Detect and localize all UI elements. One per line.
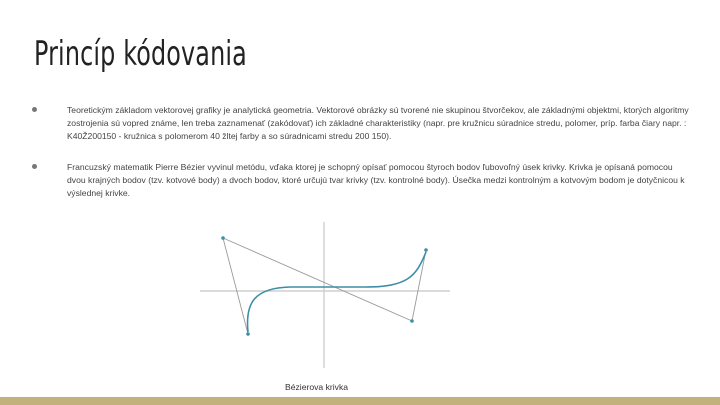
control-point-left [221, 236, 225, 240]
bezier-curve [247, 252, 426, 332]
control-line-left [223, 238, 248, 334]
bottom-accent-bar [0, 397, 720, 405]
control-line-middle [223, 238, 412, 321]
control-point-right [410, 319, 414, 323]
bullet-dot-icon [32, 164, 37, 169]
anchor-point-left [246, 332, 250, 336]
figure-caption: Bézierova krivka [285, 382, 349, 392]
bullet-list [30, 104, 690, 200]
bullet-item [30, 161, 690, 201]
anchor-point-right [424, 248, 428, 252]
bullet-dot-icon [32, 107, 37, 112]
bullet-item [30, 104, 690, 144]
control-line-right [412, 250, 426, 321]
bullet-text: Francuzský matematik Pierre Bézier vyvinul metódu, vďaka ktorej je schopný opísať pomocou štyroch bodov ľubovoľný úsek krivky. Krivka je opísaná pomocou dvou krajných bodov (tzv. kotvové body) a dvoch bodov, ktoré určujú tvar krivky (tzv. kontrolné body). Úsečka medzi kontrolným a kotvovým bodom je dotyčnicou k výslednej krivke. [67, 161, 685, 199]
bezier-curve-figure [195, 220, 455, 370]
slide-title: Princíp kódovania [34, 34, 247, 74]
bullet-text: Teoretickým základom vektorovej grafiky je analytická geometria. Vektorové obrázky sú tvorené nie skupinou štvorčekov, ale základnými objektmi, ktorých algoritmy zostrojenia sú vopred známe, len treba zaznamenať (zakódovať) ich základné charakteristiky (napr. pre kružnicu súradnice stredu, polomer, príp. farba čiary napr. : K40Ž200150 - kružnica s polomerom 40 žltej farby a so súradnicami stredu 200 150). [67, 105, 689, 142]
